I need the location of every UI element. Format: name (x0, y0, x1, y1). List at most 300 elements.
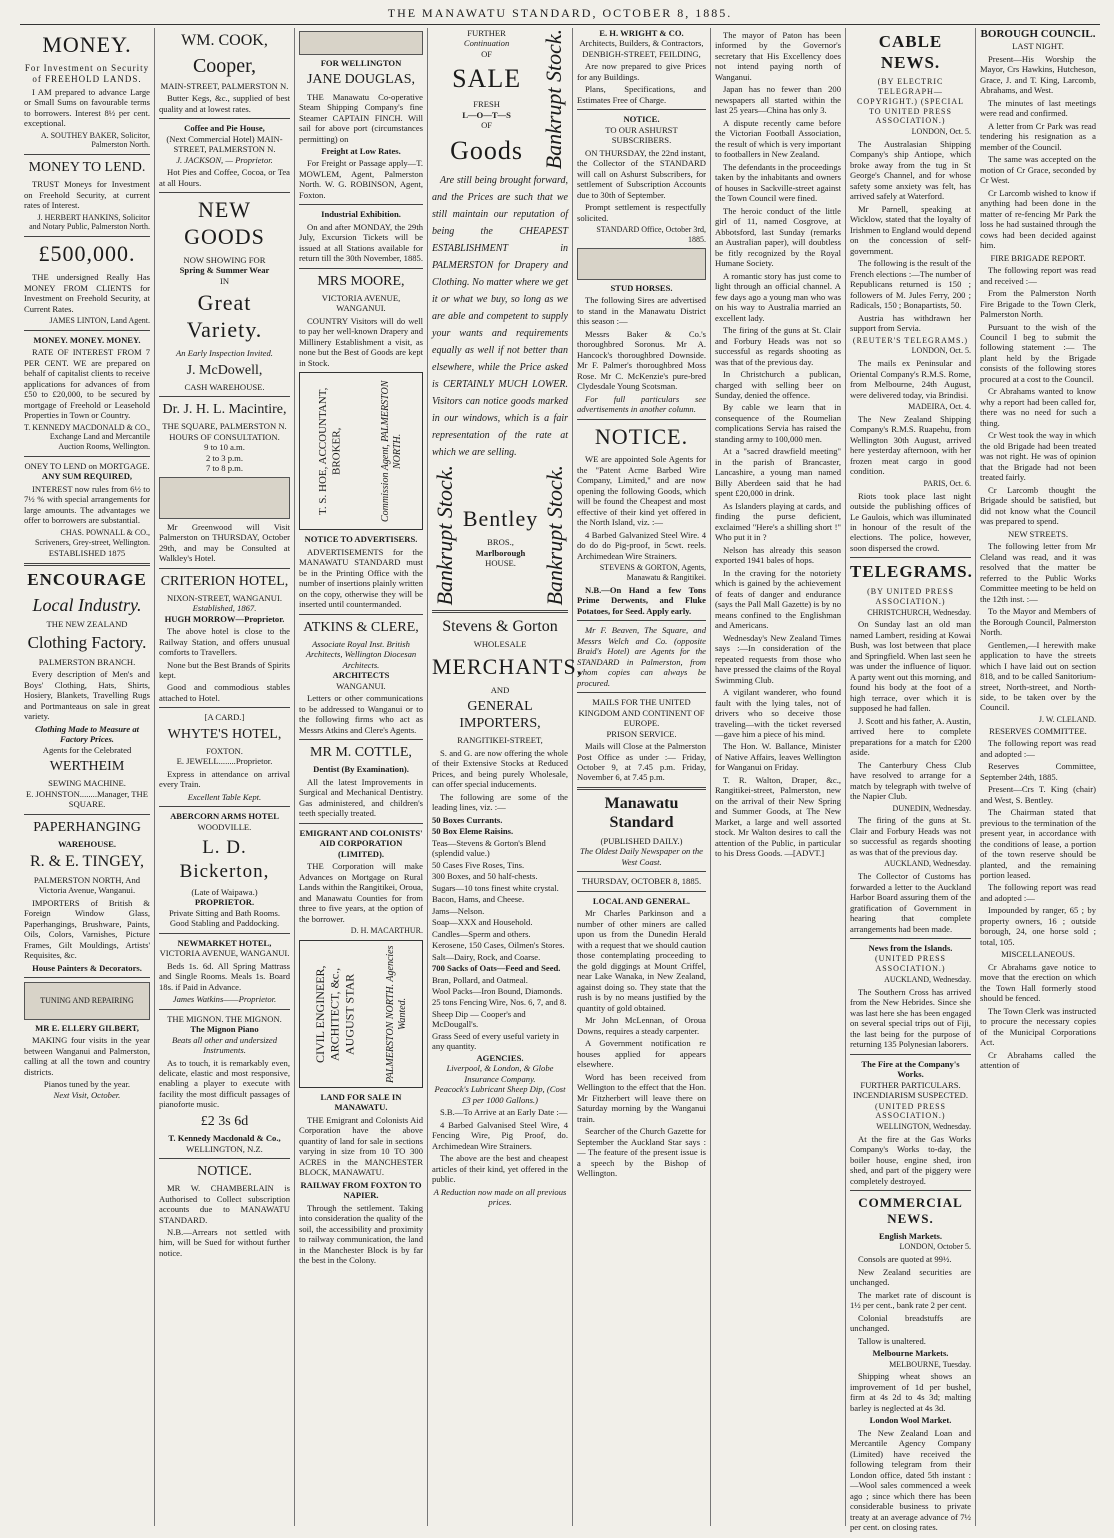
advertisers-body: ADVERTISEMENTS for the MANAWATU STANDARD must be in the Printing Office with the number of insertions plainly written on the copy, otherwise they will be inserted until countermanded. (299, 546, 423, 610)
continuation: Continuation (463, 38, 510, 49)
stevens-gorton: Stevens & Gorton (442, 617, 558, 635)
reuter: (REUTER'S TELEGRAMS.) (852, 335, 969, 345)
dateline: AUCKLAND, Wednesday. (884, 859, 971, 869)
cottle-body: All the latest Improvements in Surgical and Mechanical Dentistry. Gas administered, and children's teeth specially treated. (299, 776, 423, 819)
paper-masthead: Manawatu Standard (604, 794, 679, 832)
dateline: CHRISTCHURCH, Wednesday. (867, 607, 971, 617)
market-line: New Zealand securities are unchanged. (850, 1266, 971, 1288)
council-paragraph: Cr Larcomb thought the Brigade should be satisfied, but did not know what the Council was prepared to spend. (980, 484, 1096, 527)
hoe-line-1: T. S. HOE, ACCOUNTANT, BROKER, (317, 387, 343, 515)
fire-incendiarism: INCENDIARISM SUSPECTED. (852, 1090, 969, 1101)
wright-body-2: Plans, Specifications, and Estimates Free of Charge. (577, 84, 706, 105)
divider (24, 977, 150, 978)
list-item: 50 Cases Five Roses, Tins. (432, 859, 525, 870)
newmarket-body: Beds 1s. 6d. All Spring Mattrass and Single Rooms. Meals 1s. Board 18s. if Paid in Advance. (159, 960, 290, 992)
table-kept: Excellent Table Kept. (187, 791, 262, 802)
council-paragraph: Gentlemen,—I herewith make application to have the streets which I have laid out on section 818, and to be called Sanitorium-street, North-street, and North-side, to be taken over by the Council. (980, 639, 1096, 713)
council-paragraph: The following report was read and adopted :— (980, 882, 1096, 903)
council-paragraph: Cr Abrahams wanted to know why a report had been called for, there was no need for such a thing. (980, 386, 1096, 428)
rang-address: RANGITIKEI-STREET, (457, 735, 543, 746)
and-label: AND (490, 684, 510, 695)
divider (577, 692, 706, 693)
cable-heading: CABLE NEWS. (878, 32, 943, 72)
paper-heading: PAPERHANGING (33, 819, 141, 835)
council-paragraph: Cr West took the way in which the old Brigade had been treated was not right. He was of opinion that the Brigade had not been treated fairly. (980, 430, 1096, 483)
clothing-factory: Clothing Factory. (27, 632, 147, 652)
divider (159, 806, 290, 807)
jane-body: THE Manawatu Co-operative Steam Shipping Company's fine Steamer CAPTAIN FINCH. Will sail for above port (circumstances permitting) on (299, 91, 423, 144)
money2-body: TRUST Moneys for Investment on Freehold Security, at current rates of Interest. (24, 179, 150, 211)
list-item: Kerosene, 150 Cases, Oilmen's Stores. (432, 940, 565, 951)
cable-paragraph: Riots took place last night outside the publishing offices of Le Gaulois, which was illuminated in honour of the result of the elections. The police, however, soon dispersed the crowd. (850, 490, 971, 553)
council-paragraph: Impounded by ranger, 65 ; by property owners, 16 ; outside borough, 24, one horse sold ; total, 105. (980, 905, 1096, 947)
column-8 (976, 28, 1100, 1526)
news-paragraph: T. R. Walton, Draper, &c., Rangitikei-street, Palmerston, new on the arrival of their New Spring and Summer Goods, at The New Market, a large and well assorted stock. Mr Walton desires to call the attention of the Public, in particular to his Dress Goods. —[ADVT.] (715, 774, 841, 859)
pianos-tuned: Pianos tuned by the year. (43, 1079, 131, 1090)
dateline: PARIS, Oct. 6. (923, 478, 971, 488)
mignon-heading: THE MIGNON. THE MIGNON. (167, 1013, 282, 1024)
kennedy: T. Kennedy Macdonald & Co., (168, 1133, 281, 1144)
divider (24, 456, 150, 457)
local-body: Mr Charles Parkinson and a number of other miners are called upon us from the Dunedin Herald with a request that we should caution those contemplating proceeding to the gold diggings at Mount Criffel, near Lake Wanaka, in New Zealand, against doing so. They state that the rush is by no means justified by the quantity of gold obtained. (577, 908, 706, 1013)
branch-body: Every description of Men's and Boys' Clothing, Hats, Shirts, Hosiery, Blankets, Travelling Rugs and Portmanteaus on sale in great variety. (24, 669, 150, 722)
mails-body: Mails will Close at the Palmerston Post Office as under :— Friday, October 9, at 7.45 p.m. Friday, November 6, at 7.45 p.m. (577, 741, 706, 783)
local-body-5: Searcher of the Church Gazette for September the Auckland Star says :— The feature of the present issue is a speech by the Bishop of Wellington. (577, 1126, 706, 1179)
borough-heading: BOROUGH COUNCIL. (980, 28, 1096, 40)
stud-end: For full particulars see advertisements in another column. (577, 393, 706, 415)
bankrupt-stock-1: Bankrupt Stock. (541, 28, 567, 170)
sale-block (432, 28, 568, 170)
council-paragraph: The minutes of last meetings were read and confirmed. (980, 97, 1096, 119)
list-item: Sheep Dip — Cooper's and McDougall's. (432, 1008, 526, 1030)
cable-sub: (BY ELECTRIC TELEGRAPH—COPYRIGHT.) (SPECIAL TO UNITED PRESS ASSOCIATION.) (857, 77, 964, 126)
list-item: Bran, Pollard, and Oatmeal. (432, 974, 528, 985)
watkins: James Watkins——Proprietor. (172, 994, 277, 1005)
morrow-body: The above hotel is close to the Railway Station, and offers unusual comforts to Travellers. (159, 626, 290, 658)
list-item: Salt—Dairy, Rock, and Coarse. (432, 951, 541, 962)
council-paragraph: The Chairman stated that previous to the termination of the present year, in accordance with the conditions of lease, a portion of the town reserve should be planted, and the remaining portion leased. (980, 807, 1096, 880)
news-paragraph: The heroic conduct of the little girl of 11, named Cosgrove, at Abbotsford, last Sunday (remarks an Australian paper), will doubtless be fitly recognized by the Royal Humane Society. (715, 205, 841, 269)
news-paragraph: In Christchurch a publican, charged with selling beer on Sunday, denied the offence. (715, 369, 841, 400)
column-1 (20, 28, 155, 1526)
liverpool: Liverpool, & London, & Globe Insurance Company. (446, 1063, 554, 1084)
railway: RAILWAY FROM FOXTON TO NAPIER. (300, 1179, 422, 1201)
jackson: J. JACKSON, — Proprietor. (176, 154, 273, 165)
english-markets: English Markets. (878, 1230, 943, 1241)
divider (24, 154, 150, 155)
jane-douglas: JANE DOUGLAS, (306, 72, 416, 88)
divider (850, 1054, 971, 1055)
fresh: FRESH (473, 99, 500, 110)
bankrupt-stock-3: Bankrupt Stock. (542, 465, 568, 606)
chamberlain: MR W. CHAMBERLAIN is Authorised to Collect subscription accounts due to MANAWATU STANDARD. (159, 1183, 290, 1225)
divider (159, 1158, 290, 1159)
atkins-address: WANGANUI. (336, 680, 386, 691)
new-streets-heading: NEW STREETS. (1008, 528, 1068, 539)
local-industry: Local Industry. (32, 594, 142, 615)
market-line: The New Zealand Loan and Mercantile Agency Company (Limited) have received the following telegram from their London office, dated 5th instant :—Wool sales commenced a week ago ; since which there has been considerable business to private treaty at an average advance of 7½ per cent. on closing rates. (850, 1427, 971, 1533)
fire-heading: The Fire at the Company's Works. (861, 1058, 960, 1080)
wright-address: DENBIGH-STREET, FEILDING, (582, 48, 701, 59)
bickerton: L. D. Bickerton, (179, 837, 270, 882)
atkins-body: Letters or other communications to be addressed to Wanganui or to the following firms who act as Messrs Atkins and Clere's Agents. (299, 693, 423, 735)
cable-paragraph: Austria has withdrawn her support from Servia. (850, 312, 971, 334)
made-heading: Clothing Made to Measure at Factory Prices. (34, 723, 140, 745)
council-paragraph: The following report was read and adopted :— (980, 738, 1096, 759)
divider (577, 891, 706, 892)
mails-sub: PRISON SERVICE. (606, 728, 677, 739)
lend-heading: ONEY TO LEND on MORTGAGE. (24, 460, 150, 471)
money-sub: For Investment on Security of FREEHOLD LANDS. (24, 62, 150, 84)
mignon-body: As to touch, it is remarkably even, delicate, elastic and most responsive, enabling a player to execute with facility the most difficult passages of pianoforte music. (159, 1057, 290, 1110)
criterion-established: Established, 1867. (192, 603, 257, 614)
general-importers: GENERAL IMPORTERS, (459, 699, 541, 732)
cook-body: Butter Kegs, &c., supplied of best quality and at lowest rates. (159, 93, 290, 114)
notice-signature: STANDARD Office, October 3rd, 1885. (596, 225, 706, 244)
greenwood-card-illustration (159, 477, 290, 519)
dateline: LONDON, Oct. 5. (911, 346, 971, 356)
hours-3: 7 to 8 p.m. (205, 463, 243, 474)
marlborough: Marlborough (475, 547, 526, 558)
news-paragraph: As Islanders playing at cards, and finding the purse deficient, exclaimed "Here's a shilling short !" Who put it in ? (715, 500, 841, 543)
atkins-architects: ARCHITECTS (332, 670, 390, 681)
hours-1: 9 to 10 a.m. (204, 442, 245, 453)
johnston: E. JOHNSTON........Manager, THE SQUARE. (25, 788, 149, 810)
money-signature: A. SOUTHEY BAKER, Solicitor, Palmerston North. (40, 130, 150, 150)
cleland-signature: J. W. CLELAND. (1038, 714, 1096, 724)
news-paragraph: Wednesday's New Zealand Times says :—In consideration of the repeated requests from those who have pressed the claims of the Royal Swimming Club. (715, 632, 842, 685)
bentley: Bentley (462, 506, 539, 532)
divider (159, 1009, 290, 1010)
list-item: Teas—Stevens & Gorton's Blend (splendid value.) (432, 837, 546, 859)
notice2-signature: STEVENS & GORTON, Agents, Manawatu & Rangitikei. (599, 563, 706, 582)
tingey-address: PALMERSTON NORTH, And Victoria Avenue, Wanganui. (33, 874, 141, 896)
notice2-heading: NOTICE. (594, 423, 689, 449)
telegram-paragraph: The firing of the guns at St. Clair and Forbury Heads was not so successful as regards shooting as was that of the previous day. (850, 815, 971, 857)
notice2-body: WE are appointed Sole Agents for the "Patent Acme Barbed Wire Company, Limited," and are now opening the following Goods, which will be found the Cheapest and most effective of their kind yet offered in the North Island, viz. :— (577, 454, 706, 528)
telegram-paragraph: On Sunday last an old man named Lambert, residing at Kowai Bush, was lost between that place and Springfield. When last seen he was under the influence of liquor. A party went out this morning, and found his body at the foot of a high terrace, over which it is supposed he had fallen. (850, 619, 971, 714)
freight-body: For Freight or Passage apply—T. MOWLEM, Agent, Palmerston North. W. G. ROBINSON, Agent, Foxton. (299, 158, 423, 200)
any-body: INTEREST now rules from 6½ to 7½ % with special arrangements for large amounts. The advantages we offer to borrowers are substantial. (24, 483, 150, 526)
fire-further: FURTHER PARTICULARS. (860, 1079, 961, 1090)
market-line: Colonial breadstuffs are unchanged. (850, 1312, 971, 1334)
divider (299, 739, 423, 740)
notice-sub: TO OUR ASHURST SUBSCRIBERS. (605, 124, 678, 146)
land-heading: LAND FOR SALE IN MANAWATU. (320, 1091, 402, 1113)
divider (159, 192, 290, 193)
land-body: THE Emigrant and Colonists Aid Corporation have the above quantity of land for sale in sections varying in size from 10 TO 300 ACRES in the MANCHESTER BLOCK, MANAWATU. (299, 1114, 423, 1178)
branch-heading: PALMERSTON BRANCH. (38, 656, 136, 667)
list-item: 700 Sacks of Oats—Feed and Seed. (432, 963, 561, 974)
news-paragraph: The defendants in the proceedings taken by the inhabitants and owners of houses in Sackville-street against the Town Council were fined. (715, 161, 841, 204)
tuning-heading: TUNING AND REPAIRING (40, 996, 134, 1006)
divider (24, 563, 150, 566)
jewell-body: Express in attendance on arrival every Train. (159, 768, 290, 790)
tingey-body: IMPORTERS of British & Foreign Window Glass, Paperhangings, Brushware, Paints, Oils, Colors, Varnishes, Picture Frames, Gilt Mouldings, Artists' Requisites, &c. (24, 897, 150, 961)
divider (299, 823, 423, 824)
above: The above are the best and cheapest articles of their kind, yet offered in the public. (432, 1153, 568, 1185)
new-goods: NEW GOODS (184, 197, 265, 250)
council-paragraph: Cr Abrahams called the attention of (980, 1049, 1096, 1071)
column-4 (428, 28, 584, 1526)
telegram-paragraph: J. Scott and his father, A. Austin, arrived here to complete preparations for a match for £200 aside. (850, 715, 971, 758)
divider (299, 614, 423, 615)
telegrams-sub: (BY UNITED PRESS ASSOCIATION.) (867, 587, 954, 606)
cook-heading: WM. COOK, (181, 32, 268, 49)
council-paragraph: The Town Clerk was instructed to procure the necessary copies of the Municipal Corporations Act. (980, 1005, 1096, 1048)
of-label-2: OF (481, 120, 493, 131)
mignon-price: £2 3s 6d (200, 1113, 249, 1129)
local-body-2: Mr John McLennan, of Oroua Downs, requires a steady carpenter. (577, 1015, 706, 1036)
stabling: Good Stabling and Paddocking. (169, 918, 280, 929)
card-label: [A CARD.] (204, 712, 245, 723)
hours-2: 2 to 3 p.m. (205, 452, 243, 463)
wright-sub: Architects, Builders, & Contractors, (579, 38, 704, 49)
divider (577, 787, 706, 790)
hoe-line-2: Commission Agent, PALMERSTON NORTH. (380, 380, 404, 522)
moore-address: VICTORIA AVENUE, WANGANUI. (321, 292, 401, 314)
wright-heading: E. H. WRIGHT & CO. (599, 28, 684, 38)
telegram-paragraph: The Canterbury Chess Club have resolved to arrange for a match by telegraph with twelve of the Napier Club. (850, 759, 971, 802)
news-paragraph: The firing of the guns at St. Clair and Forbury Heads was not so successful as regards shooting as was that of the previous day. (715, 325, 841, 367)
horse-illustration (577, 248, 706, 280)
emigrant: EMIGRANT AND COLONISTS' AID CORPORATION (LIMITED). (299, 827, 423, 859)
notice-body-2: Prompt settlement is respectfully solicited. (577, 202, 706, 223)
any-heading: ANY SUM REQUIRED, (41, 471, 133, 482)
news-paragraph: A romantic story has just come to light through an official channel. A few days ago a young man who was on his way to Australia married an excellent lady. (715, 270, 841, 323)
commercial-heading: COMMERCIAL NEWS. (858, 1195, 963, 1227)
steamer-illustration (299, 31, 423, 55)
dateline: MADEIRA, Oct. 4. (908, 402, 971, 412)
cable-paragraph: The following is the result of the French elections :—The number of Republicans returned is 150 ; followers of M. Jules Ferry, 200 ; Radicals, 150 ; Bonapartists, 50. (850, 258, 971, 311)
macintire-address: THE SQUARE, PALMERSTON N. (162, 421, 287, 432)
whytes-heading: WHYTE'S HOTEL, (167, 726, 282, 742)
peacock: Peacock's Lubricant Sheep Dip, (Cost £3 per 1000 Gallons.) (434, 1084, 566, 1105)
waipawa: (Late of Waipawa.) (191, 886, 258, 897)
fire-brigade-heading: FIRE BRIGADE REPORT. (990, 252, 1086, 263)
council-paragraph: A letter from Cr Park was read tendering his resignation as a member of the Council. (980, 120, 1096, 152)
column-7 (846, 28, 976, 1533)
telegram-paragraph: The Collector of Customs has forwarded a letter to the Auckland Harbor Board assuring them of the gratification of Government in hearing that complete arrangements had been made. (850, 871, 971, 934)
cook-address: MAIN-STREET, PALMERSTON N. (160, 80, 289, 91)
melbourne-markets: Melbourne Markets. (872, 1348, 949, 1359)
hoe-rotated-ad (299, 372, 423, 530)
news-paragraph: By cable we learn that in consequence of the Roumelian complications Servia has raised the standing army to 100,000 men. (715, 402, 841, 444)
merchants: MERCHANTS, (432, 653, 584, 679)
mails-heading: MAILS FOR THE UNITED KINGDOM AND CONTINENT OF EUROPE. (578, 697, 705, 729)
divider (577, 109, 706, 110)
list-item: Soap—XXX and Household. (432, 917, 533, 928)
news-paragraph: In the craving for the notoriety which is gained by the achievement of feats of danger and endurance (says the Pall Mall Gazette) is by no means confined to the Englishman and Americans. (715, 567, 841, 631)
engineer-rotated-ad (299, 940, 423, 1088)
divider (850, 938, 971, 939)
advertisers-heading: NOTICE TO ADVERTISERS. (304, 534, 418, 545)
divider (159, 707, 290, 708)
now-showing: NOW SHOWING FOR (183, 254, 266, 265)
column-3 (295, 28, 428, 1526)
mmm-body: RATE OF INTEREST FROM 7 PER CENT. WE are prepared on behalf of capitalist clients to receive applications for advances of from £50 to £20,000, to be secured by mortgage of Freehold or Leasehold Properties in Town or Country. (24, 347, 150, 421)
gilbert-body: MAKING four visits in the year between Wanganui and Palmerston, calling at all the town and country districts. (24, 1035, 150, 1077)
news-paragraph: The mayor of Paton has been informed by the Governor's secretary that His Excellency does not intend paying north of Wanganui. (715, 30, 841, 82)
hours-heading: HOURS OF CONSULTATION. (169, 431, 280, 442)
private-rooms: Private Sitting and Bath Rooms. (168, 907, 280, 918)
council-paragraph: Present—His Worship the Mayor, Crs Hawkins, Hutcheson, Grace, J. and T. King, Larcomb, Abrahams, and West. (980, 53, 1096, 96)
leading-lines: The following are some of the leading lines, viz. :— (432, 791, 568, 813)
telegrams-heading: TELEGRAMS. (850, 562, 973, 582)
established: ESTABLISHED 1875 (48, 548, 126, 559)
cable-paragraph: The New Zealand Shipping Company's R.M.S. Ruapehu, from Wellington 30th August, arrived here yesterday afternoon, with her frozen meat cargo in good condition. (850, 413, 971, 477)
divider (432, 610, 568, 613)
macintire: Dr. J. H. L. Macintire, (162, 402, 287, 418)
notice-body: ON THURSDAY, the 22nd instant, the Collector of the STANDARD will call on Ashurst Subscribers, for settlement of Subscription Accounts due to 30th of September. (577, 147, 706, 200)
dateline: MELBOURNE, Tuesday. (889, 1359, 971, 1369)
bros: BROS., (487, 537, 514, 548)
decorators: House Painters & Decorators. (32, 962, 142, 973)
great-variety: Great Variety. (186, 290, 263, 343)
moore-body: COUNTRY Visitors will do well to pay her well-known Drapery and Millinery Establishment a visit, as none but the Best of Goods are kept in Stock. (299, 315, 423, 368)
column-6 (711, 28, 846, 1526)
published: (PUBLISHED DAILY.) (600, 835, 683, 846)
for-wellington: FOR WELLINGTON (320, 58, 402, 68)
mignon-piano: The Mignon Piano (190, 1024, 259, 1035)
lots: L—O—T—S (462, 109, 511, 120)
next-visit: Next Visit, October. (53, 1089, 121, 1100)
fire-sub: (UNITED PRESS ASSOCIATION.) (874, 1101, 946, 1121)
emigrant-signature: D. H. MACARTHUR. (350, 925, 423, 935)
islands-sub: (UNITED PRESS ASSOCIATION.) (874, 954, 946, 974)
news-paragraph: The Hon. W. Ballance, Minister of Native Affairs, leaves Wellington for Wanganui on Friday. (715, 741, 841, 773)
council-paragraph: Cr Abrahams gave notice to move that the erection on which the Town Hall formerly stood should be fenced. (980, 961, 1096, 1004)
abercorn-heading: ABERCORN ARMS HOTEL (170, 811, 279, 822)
list-item: Grass Seed of every useful variety in any quantity. (432, 1030, 559, 1052)
divider (850, 557, 971, 558)
nz-heading: THE NEW ZEALAND (46, 619, 128, 630)
divider (577, 871, 706, 872)
pounds-body: THE undersigned Really Has MONEY FROM CLIENTS for Investment on Freehold Security, at Current Rates. (24, 272, 150, 314)
gilbert-heading: MR E. ELLERY GILBERT, (35, 1023, 139, 1033)
divider (577, 620, 706, 621)
tingey-heading: R. & E. TINGEY, (29, 853, 145, 871)
column-5 (573, 28, 711, 1526)
newmarket-address: VICTORIA AVENUE, WANGANUI. (159, 948, 290, 959)
freight: Freight at Low Rates. (321, 145, 401, 156)
council-paragraph: The same was accepted on the motion of Cr Grace, seconded by Cr West. (980, 154, 1096, 186)
notice2-list: 4 Barbed Galvanized Steel Wire. 4 do do do Pig-proof, in 5cwt. reels. Archimedean Wire Strainers. (577, 529, 706, 561)
news-paragraph: At a "sacred drawfield meeting" in the parish of Brancaster, Lancashire, a young man named Billy Aberdeen said that he had spent £20,000 in drink. (715, 446, 841, 499)
dateline: LONDON, Oct. 5. (911, 127, 971, 137)
list-item: 300 Boxes, and 50 half-chests. (432, 871, 538, 882)
divider (577, 419, 706, 420)
council-paragraph: The following report was read and received :— (980, 265, 1096, 286)
market-line: Shipping wheat shows an improvement of 1d per bushel, firm at 4s 2d to 4s 3d; malting barley is neglected at 4s 3d. (850, 1371, 971, 1413)
of-label: OF (481, 48, 493, 59)
page-masthead: THE MANAWATU STANDARD, OCTOBER 8, 1885. (20, 6, 1100, 25)
goods-heading: Goods (450, 135, 524, 165)
cottle: MR M. COTTLE, (310, 745, 412, 761)
criterion-heading: CRITERION HOTEL, (160, 573, 289, 589)
list-item: 50 Boxes Currants. (432, 814, 503, 825)
moore: MRS MOORE, (317, 273, 405, 289)
in-label: IN (219, 275, 230, 286)
cable-paragraph: The Australasian Shipping Company's ship Antiope, which broke away from the tug in St George's Channel, and for whose safety some anxiety was felt, has arrived safely at Waterford. (850, 138, 971, 202)
newmarket-heading: NEWMARKET HOTEL, (177, 937, 272, 948)
divider (24, 330, 150, 331)
coffee-heading: Coffee and Pie House, (184, 123, 265, 134)
notice-heading: NOTICE. (623, 114, 660, 125)
islands-heading: News from the Islands. (868, 943, 953, 953)
dateline: LONDON, October 5. (899, 1242, 971, 1252)
criterion-address: NIXON-STREET, WANGANUI. (167, 592, 282, 603)
bankrupt-stock-2: Bankrupt Stock. (432, 465, 457, 606)
cash-warehouse: CASH WAREHOUSE. (184, 381, 265, 392)
fire-paragraph: At the fire at the Gas Works Company's Works to-day, the boiler house, engine shed, iron shed, and part of the piggery were completely destroyed. (850, 1133, 971, 1186)
divider (159, 118, 290, 119)
brands: None but the Best Brands of Spirits kept. (159, 659, 290, 680)
exhibition-body: On and after MONDAY, the 29th July, Excursion Tickets will be issued at all Stations available for return till the 30th November, 1885. (299, 221, 424, 264)
spring-heading: Spring & Summer Wear (179, 265, 270, 276)
money2-signature: J. HERBERT HANKINS, Solicitor and Notary Public, Palmerston North. (29, 212, 150, 232)
beaven: Mr F. Beaven, The Square, and Messrs Welch and Co. (opposite Braid's Hotel) are Agents for the STANDARD in Palmerston, from whom copies can always be procured. (577, 625, 706, 688)
market-line: The market rate of discount is 1½ per cent., bank rate 2 per cent. (850, 1289, 971, 1311)
list-item: Sugars—10 tons finest white crystal. (432, 882, 559, 893)
on-hand: N.B.—On Hand a few Tons Prime Derwents, and Fluke Potatoes, for Seed. Apply early. (577, 584, 706, 616)
market-line: Tallow is unaltered. (858, 1335, 926, 1346)
local-body-3: A Government notification re houses applied for appears elsewhere. (577, 1038, 706, 1070)
pounds-heading: £500,000. (38, 241, 136, 267)
bentley-block (432, 465, 568, 606)
mmm-signature: T. KENNEDY MACDONALD & CO., Exchange Land and Mercantile Auction Rooms, Wellington. (24, 422, 150, 452)
piano-illustration (24, 982, 150, 1020)
cooper-heading: Cooper, (192, 54, 257, 77)
council-paragraph: Pursuant to the wish of the Council I beg to submit the following statement :— The plant held by the Brigade consists of the following stores procured at a cost to the Council. (980, 321, 1096, 384)
early-inspection: An Early Inspection Invited. (176, 348, 273, 359)
arrive-items: 4 Barbed Galvanised Steel Wire, 4 Fencing Wire, Pig Proof, do. Archimedean Wire Strainers. (432, 1119, 568, 1151)
oldest: The Oldest Daily Newspaper on the West Coast. (580, 846, 703, 867)
warehouse-heading: WAREHOUSE. (57, 838, 117, 849)
jewell: E. JEWELL........Proprietor. (176, 756, 273, 767)
islands-paragraph: The Southern Cross has arrived from the New Hebrides. Since she was last here she has been engaged on several special trips out of Fiji, the last being for the purpose of returning 135 Polynesian laborers. (850, 986, 971, 1050)
money-heading: MONEY. (42, 32, 132, 57)
atkins-sub: Associate Royal Inst. British Architects, Wellington Diocesan Architects. (305, 638, 417, 670)
arrears: N.B.—Arrears not settled with him, will be Sued for without further notice. (159, 1227, 290, 1258)
list-item: 50 Box Eleme Raisins. (432, 826, 514, 837)
divider (159, 396, 290, 397)
mcdowell: J. McDowell, (186, 362, 263, 378)
mmm-heading: MONEY. MONEY. MONEY. (33, 334, 141, 345)
arrive: S.B.—To Arrive at an Early Date :— (440, 1107, 568, 1118)
pounds-signature: JAMES LINTON, Land Agent. (49, 316, 150, 325)
engineer-line-1: CIVIL ENGINEER, ARCHITECT, &c., AUGUST STAR (312, 964, 357, 1063)
further: FURTHER (467, 28, 506, 38)
cable-paragraph: Mr Parnell, speaking at Wicklow, stated that the loyalty of Irishmen to England would depend on the concession of self-government. (850, 203, 971, 256)
divider (24, 814, 150, 815)
morrow: HUGH MORROW—Proprietor. (164, 613, 285, 624)
kennedy-address: WELLINGTON, N.Z. (186, 1143, 263, 1154)
money2-heading: MONEY TO LEND. (28, 160, 146, 176)
misc-heading: MISCELLANEOUS. (1001, 949, 1075, 960)
council-paragraph: Reserves Committee, September 24th, 1885. (980, 761, 1096, 782)
council-paragraph: The following letter from Mr Cleland was read, and it was resolved that the matter be referred to the Public Works Committee meeting to be held on the 12th inst. :— (980, 541, 1096, 604)
stables: Good and commodious stables attached to Hotel. (159, 682, 290, 703)
dentist: Dentist (By Examination). (313, 764, 409, 775)
sale-heading: SALE (452, 64, 522, 94)
cheap-body: Through the settlement. Taking into consideration the quality of the soil, the accessibility and proximity to railway communication, the land in the Manchester Block is by far the best in the Colony. (299, 1202, 423, 1265)
wertheim: WERTHEIM (49, 759, 125, 775)
list-item: Candles—Sperm and others. (432, 928, 531, 939)
emigrant-body: THE Corporation will make Advances on Mortgage on Rural Lands within the Rangitikei, Oroua, and Manawatu Counties for from three to five years, at the option of the borrower. (299, 861, 423, 924)
foxton: FOXTON. (206, 746, 243, 756)
divider (299, 204, 423, 205)
